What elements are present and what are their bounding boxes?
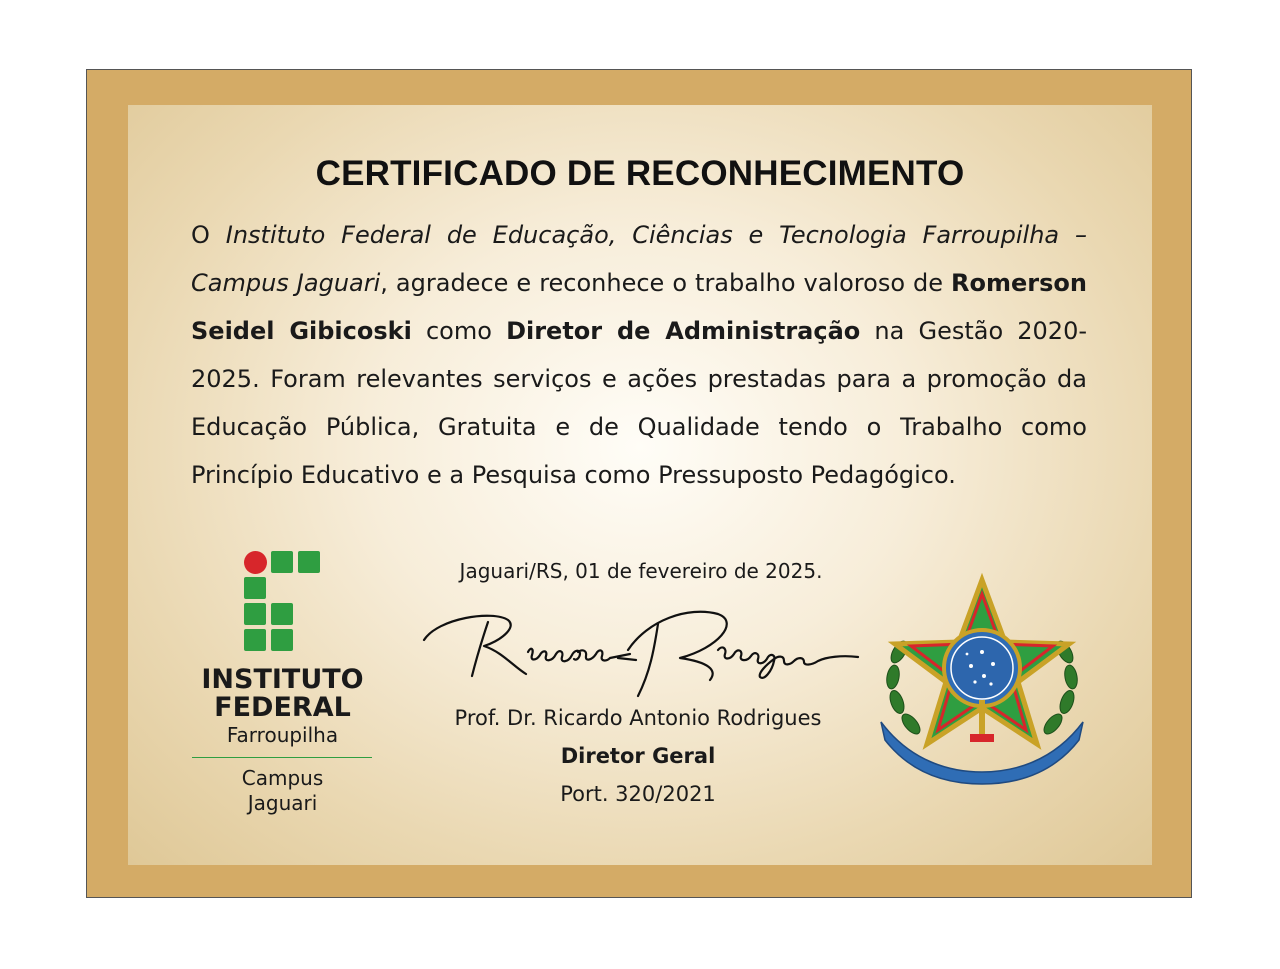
signer-name: Prof. Dr. Ricardo Antonio Rodrigues [454, 706, 822, 730]
logo-square [244, 629, 266, 651]
body-text-1: O [191, 221, 226, 249]
logo-text-farroupilha: Farroupilha [226, 723, 339, 747]
signature-image [418, 600, 868, 710]
logo-square [271, 551, 293, 573]
institute-logo [190, 551, 375, 826]
logo-divider [192, 757, 372, 758]
body-text-4: na Gestão 2020-2025. Foram relevantes serviços e ações prestadas para a promoção da Educação Pública, Gratuita e de Qualidade tendo o Trabalho como Princípio Educativo e a Pesquisa como Pressuposto Pedagógico. [191, 317, 1088, 489]
honoree-name: Romerson Seidel Gibicoski [191, 269, 1087, 345]
coat-of-arms-brazil-icon [871, 572, 1093, 787]
logo-text-campus: Campus [241, 766, 324, 790]
logo-red-dot [244, 551, 267, 574]
certificate-body [191, 211, 1087, 499]
certificate-frame [86, 69, 1192, 898]
signer-port: Port. 320/2021 [560, 782, 716, 806]
logo-square [271, 603, 293, 625]
if-logo-icon [244, 551, 324, 651]
logo-square [271, 629, 293, 651]
date-line: Jaguari/RS, 01 de fevereiro de 2025. [459, 559, 823, 583]
body-text-2: , agradece e reconhece o trabalho valoroso de [380, 269, 952, 297]
institution-name: Instituto Federal de Educação, Ciências e Tecnologia Farroupilha – Campus Jaguari [191, 221, 1087, 297]
logo-text-instituto: INSTITUTO [201, 664, 364, 695]
certificate-title: CERTIFICADO DE RECONHECIMENTO [315, 154, 965, 193]
logo-square [244, 577, 266, 599]
body-text-3: como [411, 317, 507, 345]
logo-square [244, 603, 266, 625]
logo-text-jaguari: Jaguari [247, 791, 318, 815]
logo-square [298, 551, 320, 573]
signer-role: Diretor Geral [560, 744, 716, 768]
certificate-panel [128, 105, 1152, 865]
logo-text-federal: FEDERAL [214, 692, 351, 723]
honoree-role: Diretor de Administração [506, 317, 861, 345]
